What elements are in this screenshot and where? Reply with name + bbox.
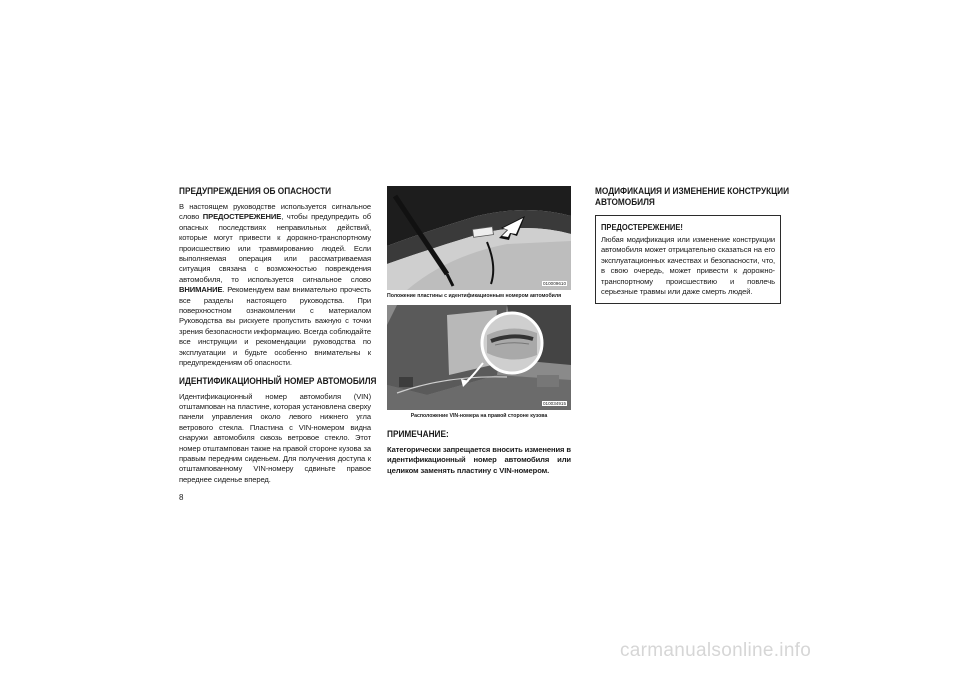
warning-box — [595, 215, 781, 304]
hazard-text-part-1: В настоящем руководстве используется сигнальное слово — [179, 202, 371, 222]
vin-plate-photo — [387, 186, 571, 290]
watermark: carmanualsonline.info — [620, 640, 812, 661]
figure-1-caption: Положение пластины с идентификационным номером автомобиля — [387, 293, 562, 299]
hazard-warnings-heading: ПРЕДУПРЕЖДЕНИЯ ОБ ОПАСНОСТИ — [179, 186, 332, 196]
modification-heading-line-2: АВТОМОБИЛЯ — [595, 197, 655, 207]
warning-text: Любая модификация или изменение конструкции автомобиля может отрицательно сказаться на его эксплуатационных качествах и безопасности, что, в свою очередь, может привести к дорожно-транспортному происшествию и повлечь серьезные травмы или даже смерть людей. — [601, 235, 775, 297]
vin-body-photo — [387, 305, 571, 410]
right-column — [595, 186, 790, 304]
note-text: Категорически запрещается вносить изменения в идентификационный номер автомобиля или целиком заменять пластину с VIN-номером. — [387, 445, 571, 475]
keyword-attention: ВНИМАНИЕ — [179, 285, 223, 295]
seat-vin-illustration — [387, 305, 571, 410]
figure-2-code: 010034915 — [543, 401, 566, 406]
page-number: 8 — [179, 493, 184, 502]
left-column — [179, 186, 377, 485]
hazard-text-part-2: , чтобы предупредить об опасных последствиях неправильных действий, которые могут привести к дорожно-транспортному происшествию или травмированию людей. Если выполняемая операция или рассматриваемая ситуация связана с возможностью повреждения автомобиля, то используется сигнальное слово — [179, 212, 371, 284]
hazard-text-part-3: . Рекомендуем вам внимательно прочесть все разделы настоящего руководства. При поверхностном ознакомлении с материалом Руководства вы рискуете пропустить важную с точки зрения безопасности информацию. Всегда соблюдайте все инструкции и рекомендации руководства по эксплуатации и будьте особенно внимательны к предупреждениям об опасности. — [179, 285, 371, 368]
vin-heading: ИДЕНТИФИКАЦИОННЫЙ НОМЕР АВТОМОБИЛЯ — [179, 375, 377, 386]
vin-text: Идентификационный номер автомобиля (VIN) отштампован на пластине, которая установлена сверху панели управления около левого нижнего угла ветрового стекла. Пластина с VIN-номером видна снаружи автомобиля сквозь ветровое стекло. Этот номер отштампован также на правой стороне кузова за правым передним сиденьем. Для получения доступа к отштампованному VIN-номеру сдвиньте правое переднее сиденье вперед. — [179, 391, 371, 484]
keyword-caution: ПРЕДОСТЕРЕЖЕНИЕ — [202, 212, 282, 222]
windshield-vin-illustration — [387, 186, 571, 290]
middle-column — [387, 186, 571, 476]
figure-2-caption: Расположение VIN-номера на правой стороне кузова — [410, 413, 548, 419]
figure-1-code: 010009610 — [543, 281, 566, 286]
modification-heading-line-1: МОДИФИКАЦИЯ И ИЗМЕНЕНИЕ КОНСТРУКЦИИ — [595, 186, 790, 196]
note-heading: ПРИМЕЧАНИЕ: — [387, 429, 449, 439]
warning-title: ПРЕДОСТЕРЕЖЕНИЕ! — [601, 222, 683, 232]
hazard-warnings-text — [179, 202, 371, 369]
